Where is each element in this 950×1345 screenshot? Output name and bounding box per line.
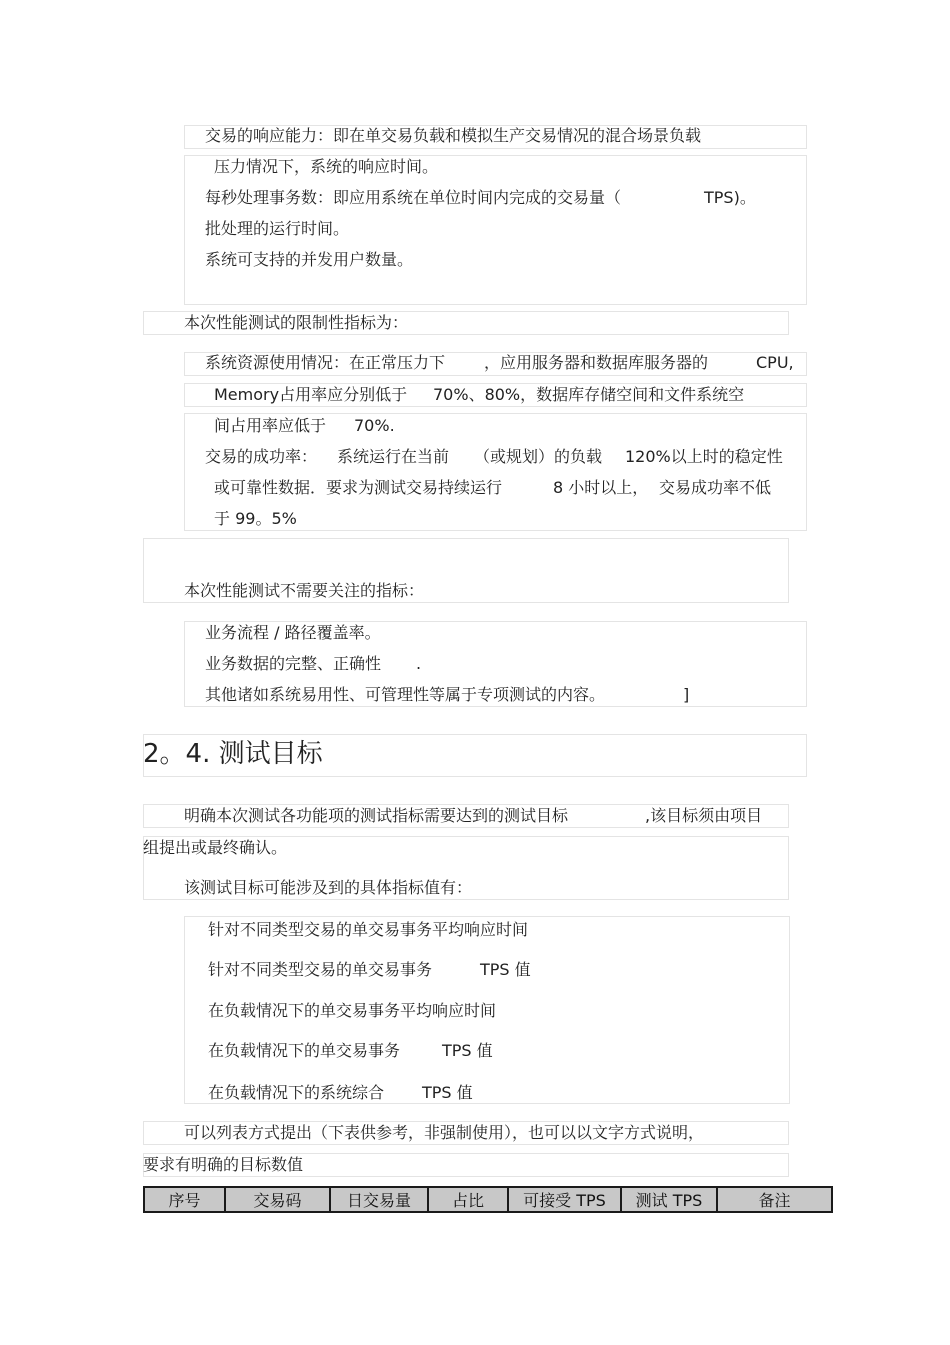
success-rate-line: 120%以上时的稳定性 [625, 447, 783, 466]
goal-list-item: 在负载情况下的系统综合 [208, 1083, 385, 1102]
col-header-remarks: 备注 [717, 1187, 832, 1212]
goal-list-item-value: TPS 值 [422, 1083, 473, 1102]
goal-list-item: 在负载情况下的单交易事务 [208, 1041, 401, 1060]
goal-list-item: 针对不同类型交易的单交易事务平均响应时间 [208, 920, 529, 939]
path-coverage-item: 业务流程 / 路径覆盖率。 [205, 623, 381, 642]
goal-list-item-value: TPS 值 [480, 960, 531, 979]
tps-item: 每秒处理事务数：即应用系统在单位时间内完成的交易量（ [205, 188, 622, 207]
col-header-test-tps: 测试 TPS [621, 1187, 717, 1212]
col-header-code: 交易码 [225, 1187, 330, 1212]
storage-usage-value: 70%. [354, 416, 395, 435]
resource-usage-cpu: CPU, [756, 353, 794, 372]
response-capability-continued: 压力情况下，系统的响应时间。 [214, 157, 439, 176]
reliability-line: 或可靠性数据．要求为测试交易持续运行 [214, 478, 503, 497]
batch-runtime-item: 批处理的运行时间。 [205, 219, 350, 238]
data-integrity-dot: . [416, 654, 422, 673]
goal-paragraph-tail: ,该目标须由项目 [645, 806, 763, 825]
target-table [143, 1186, 833, 1213]
table-note-line: 可以列表方式提出（下表供参考，非强制使用），也可以以文字方式说明， [184, 1123, 705, 1142]
goal-list-item: 针对不同类型交易的单交易事务 [208, 960, 433, 979]
section-heading: 2。4. 测试目标 [143, 739, 323, 769]
memory-usage-values: 70%、80%，数据库存储空间和文件系统空 [433, 385, 745, 404]
resource-usage-line: 系统资源使用情况：在正常压力下 [205, 353, 446, 372]
success-rate-label: 交易的成功率： [205, 447, 318, 466]
concurrent-users-item: 系统可支持的并发用户数量。 [205, 250, 414, 269]
col-header-ratio: 占比 [428, 1187, 508, 1212]
tps-item-tail: TPS)。 [704, 188, 756, 207]
reliability-duration: 8 小时以上， [553, 478, 649, 497]
success-rate-line: 系统运行在当前 [337, 447, 450, 466]
table-note-line2: 要求有明确的目标数值 [143, 1155, 304, 1174]
memory-usage-line: Memory占用率应分别低于 [214, 385, 408, 404]
storage-usage-line: 间占用率应低于 [214, 416, 327, 435]
goal-list-item: 在负载情况下的单交易事务平均响应时间 [208, 1001, 497, 1020]
goal-list-item-value: TPS 值 [442, 1041, 493, 1060]
col-header-daily-volume: 日交易量 [330, 1187, 428, 1212]
col-header-index: 序号 [144, 1187, 225, 1212]
reliability-line-tail: 交易成功率不低 [659, 478, 772, 497]
ignored-metrics-intro: 本次性能测试不需要关注的指标： [184, 581, 425, 600]
data-integrity-item: 业务数据的完整、正确性 [205, 654, 382, 673]
success-rate-line: （或规划）的负载 [474, 447, 603, 466]
table-header-row [144, 1187, 832, 1212]
col-header-acceptable-tps: 可接受 TPS [508, 1187, 621, 1212]
resource-usage-line: ，应用服务器和数据库服务器的 [484, 353, 709, 372]
success-rate-value: 于 99。5% [214, 509, 297, 528]
special-testing-item: 其他诸如系统易用性、可管理性等属于专项测试的内容。 [205, 685, 606, 704]
special-testing-bracket: ] [683, 685, 690, 704]
goal-metrics-intro: 该测试目标可能涉及到的具体指标值有： [184, 878, 473, 897]
restrictive-metrics-intro: 本次性能测试的限制性指标为： [184, 313, 409, 332]
goal-paragraph-line2: 组提出或最终确认。 [143, 838, 288, 857]
goal-paragraph-line: 明确本次测试各功能项的测试指标需要达到的测试目标 [184, 806, 569, 825]
response-capability-item: 交易的响应能力：即在单交易负载和模拟生产交易情况的混合场景负载 [205, 126, 702, 145]
